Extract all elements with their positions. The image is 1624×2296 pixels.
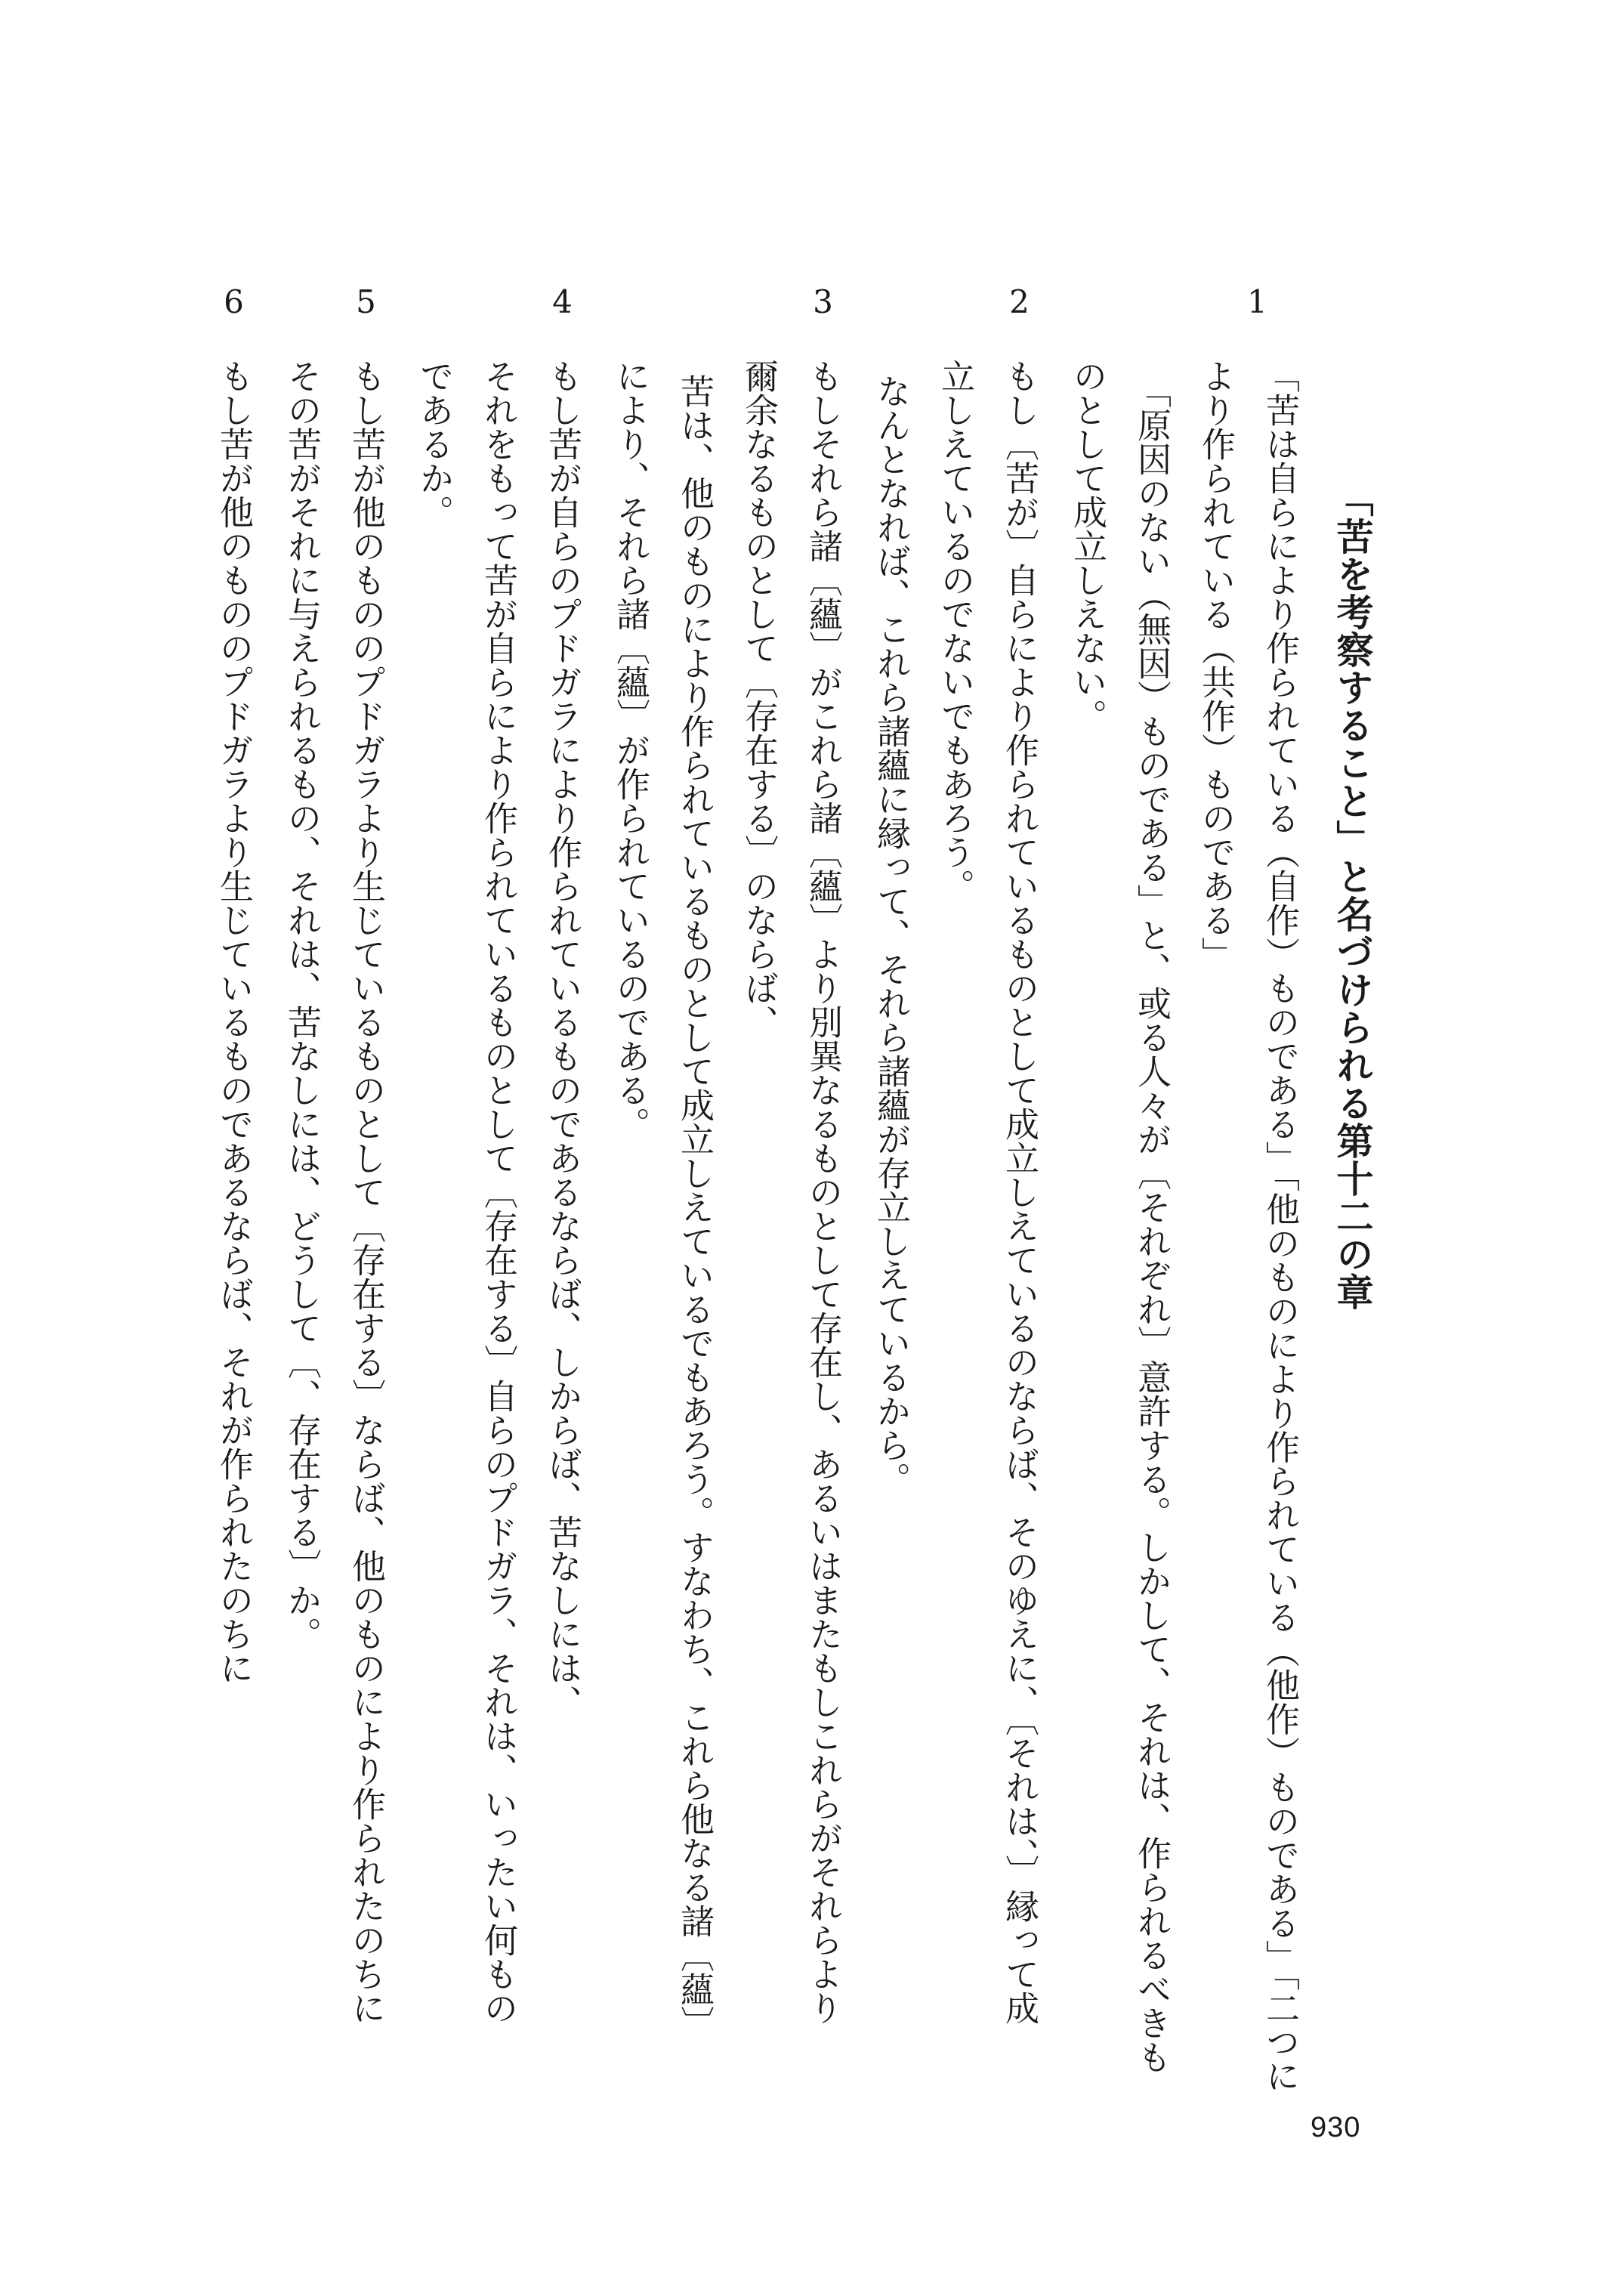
verse-block bbox=[335, 359, 397, 2025]
verse-line: もし苦が自らのプドガラにより作られているものであるならば、しからば、苦なしには、 bbox=[542, 359, 582, 1719]
verse-block bbox=[531, 283, 593, 358]
verse-line: なんとなれば、これら諸蘊に縁って、それら諸蘊が存立しえているから。 bbox=[871, 374, 911, 1496]
verse-block bbox=[599, 359, 661, 1141]
verse-block bbox=[1226, 283, 1288, 358]
verse-line: より作られている（共作）ものである」 bbox=[1196, 359, 1236, 971]
verse-block bbox=[1120, 374, 1182, 2074]
verse-block bbox=[335, 283, 397, 358]
verse-line: 「苦は自らにより作られている（自作）ものである」「他のものにより作られている（他作）ものである」「二つに bbox=[1260, 359, 1300, 2093]
verse-block bbox=[988, 359, 1050, 2025]
verse-line: もし〔苦が〕自らにより作られているものとして成立しえているのならば、そのゆえに、〔それは、〕縁って成 bbox=[999, 359, 1039, 2025]
verse-block bbox=[467, 359, 529, 2025]
verse-block bbox=[792, 283, 854, 358]
verse-line: もし苦が他のもののプドガラより生じているものであるならば、それが作られたのちに bbox=[214, 359, 254, 1685]
verse-block bbox=[1249, 359, 1311, 2093]
verse-block bbox=[1184, 359, 1246, 971]
verse-block bbox=[202, 359, 264, 1685]
verse-block bbox=[663, 374, 725, 2040]
verse-line: もし苦が他のもののプドガラより生じているものとして〔存在する〕ならば、他のものにより作られたのちに bbox=[346, 359, 386, 2025]
chapter-title: 「苦を考察すること」と名づけられる第十二の章 bbox=[1331, 480, 1374, 1311]
verse-line: であるか。 bbox=[414, 359, 454, 529]
verse-number: 3 bbox=[804, 283, 841, 320]
verse-block bbox=[727, 359, 789, 1039]
verse-line: 立しえているのでないでもあろう。 bbox=[935, 359, 975, 903]
verse-block bbox=[1056, 359, 1118, 733]
verse-block bbox=[202, 283, 264, 358]
verse-block bbox=[924, 359, 986, 903]
verse-block bbox=[792, 359, 854, 2025]
verse-number: 4 bbox=[544, 283, 581, 320]
verse-number: 5 bbox=[347, 283, 384, 320]
verse-line: その苦がそれに与えられるもの、それは、苦なしには、どうして〔、存在する〕か。 bbox=[282, 359, 322, 1651]
verse-block bbox=[860, 374, 922, 1496]
verse-line: のとして成立しえない。 bbox=[1067, 359, 1107, 733]
page-number: 930 bbox=[1311, 2112, 1361, 2143]
verse-number: 6 bbox=[215, 283, 252, 320]
verse-line: もしそれら諸〔蘊〕がこれら諸〔蘊〕より別異なるものとして存在し、あるいはまたもしこれらがそれらより bbox=[803, 359, 843, 2025]
verse-block bbox=[531, 359, 593, 1719]
verse-line: 「原因のない（無因）ものである」と、或る人々が〔それぞれ〕意許する。しかして、それは、作られるべきも bbox=[1132, 374, 1172, 2074]
verse-line: により、それら諸〔蘊〕が作られているのである。 bbox=[610, 359, 650, 1141]
verse-number: 2 bbox=[1001, 283, 1038, 320]
verse-line: 苦は、他のものにより作られているものとして成立しえているでもあろう。すなわち、これら他なる諸〔蘊〕 bbox=[675, 374, 715, 2040]
verse-line: それをもって苦が自らにより作られているものとして〔存在する〕自らのプドガラ、それは、いったい何もの bbox=[478, 359, 518, 2025]
verse-block bbox=[403, 359, 465, 529]
verse-line: 爾余なるものとして〔存在する〕のならば、 bbox=[739, 359, 779, 1039]
verse-block bbox=[988, 283, 1050, 358]
verse-number: 1 bbox=[1239, 283, 1276, 320]
verse-block bbox=[270, 359, 332, 1651]
